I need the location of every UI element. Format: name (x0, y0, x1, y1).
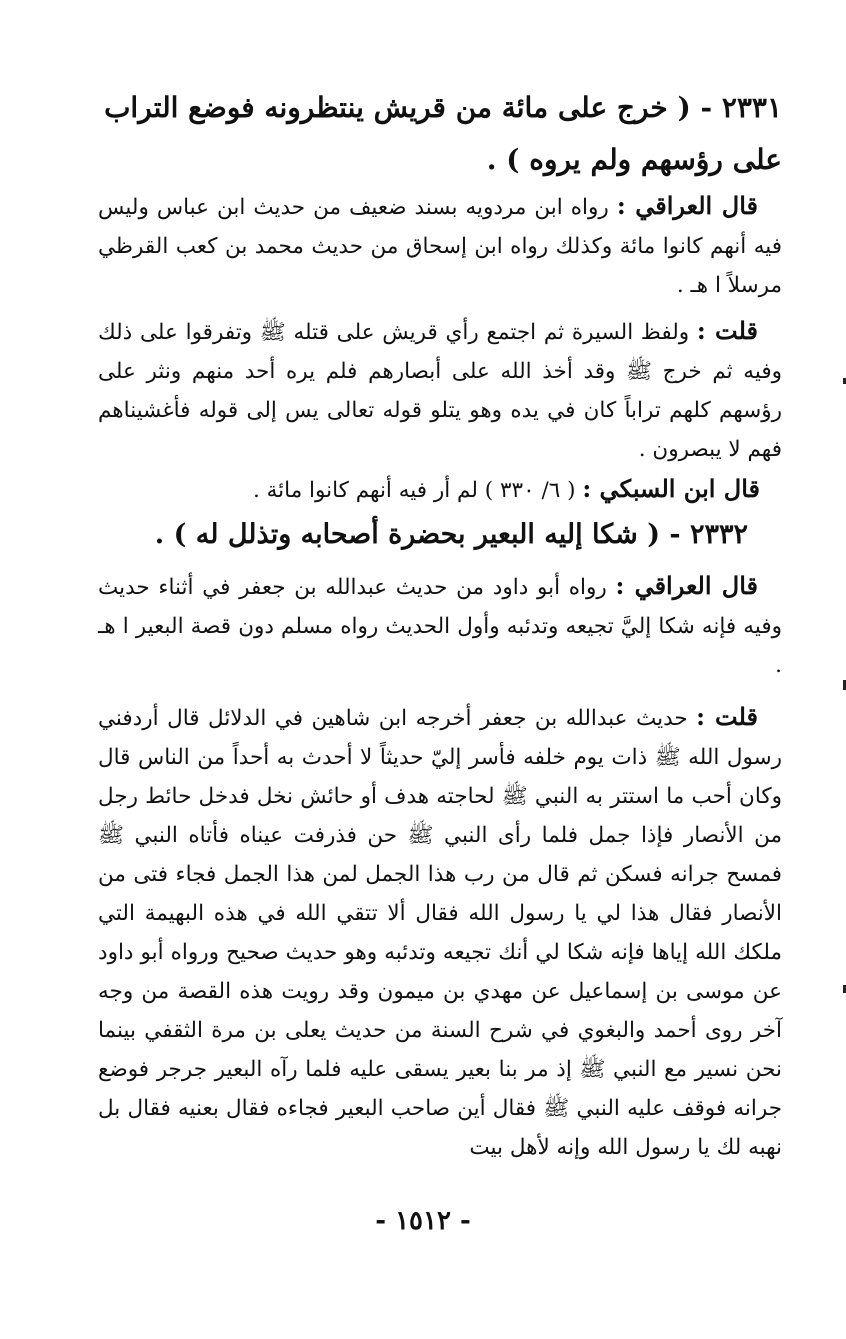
paragraph-text: حديث عبدالله بن جعفر أخرجه ابن شاهين في الدلائل قال أردفني رسول الله ﷺ ذات يوم خلفه فأسر إليّ حديثاً لا أحدث به أحداً من الناس قال وكان أحب ما استتر به النبي ﷺ لحاجته هدف أو حائش نخل فدخل حائط رجل من الأنصار فإذا جمل فلما رأى النبي ﷺ حن فذرفت عيناه فأتاه النبي ﷺ فمسح جرانه فسكن ثم قال من رب هذا الجمل لمن هذا الجمل فجاء فتى من الأنصار فقال هذا لي يا رسول الله فقال ألا تتقي الله في هذه البهيمة التي ملكك الله إياها فإنه شكا لي أنك تجيعه وتدئبه وهو حديث صحيح ورواه أبو داود عن موسى بن إسماعيل عن مهدي بن ميمون وقد رويت هذه القصة من وجه آخر روى أحمد والبغوي في شرح السنة من حديث يعلى بن مرة الثقفي بينما نحن نسير مع النبي ﷺ إذ مر بنا بعير يسقى عليه فلما رآه البعير جرجر فوضع جرانه فوقف عليه النبي ﷺ فقال أين صاحب البعير فجاءه فقال بعنيه فقال بل نهبه لك يا رسول الله وإنه لأهل بيت (98, 706, 782, 1160)
hadith-2332-iraqi-paragraph (98, 566, 782, 685)
hadith-2331-title-line-2: على رؤسهم ولم يروه ) . (486, 143, 782, 176)
speaker-label: قلت : (696, 316, 758, 345)
paragraph-text: ولفظ السيرة ثم اجتمع رأي قريش على قتله ﷺ وتفرقوا على ذلك وفيه ثم خرج ﷺ وقد أخذ الله على أبصارهم فلم يره أحد منهم ونثر على رؤسهم كلهم تراباً كان في يده وهو يتلو قوله تعالى يس إلى قوله فأغشيناهم فهم لا يبصرون . (98, 320, 782, 462)
paragraph-text: رواه ابن مردويه بسند ضعيف من حديث ابن عباس وليس فيه أنهم كانوا مائة وكذلك رواه ابن إسحاق من حديث محمد بن كعب القرظي مرسلاً ا هـ . (98, 195, 782, 298)
hadith-2331-sabki-paragraph (98, 469, 782, 510)
page-number: - ١٥١٢ - (375, 1206, 471, 1236)
hadith-2332-title: ٢٣٣٢ - ( شكا إليه البعير بحضرة أصحابه وتذلل له ) . (154, 519, 748, 550)
hadith-2332-qult-paragraph (98, 697, 782, 1167)
speaker-label: قال العراقي : (616, 191, 758, 220)
paragraph-text: رواه أبو داود من حديث عبدالله بن جعفر في أثناء حديث وفيه فإنه شكا إليَّ تجيعه وتدئبه وأول الحديث رواه مسلم دون قصة البعير ا هـ . (98, 575, 782, 678)
speaker-label: قال العراقي : (615, 571, 758, 600)
hadith-2331-iraqi-paragraph (98, 186, 782, 305)
hadith-2331-title-line-1: ٢٣٣١ - ( خرج على مائة من قريش ينتظرونه فوضع التراب (104, 91, 782, 124)
hadith-2331-qult-paragraph (98, 311, 782, 469)
speaker-label: قلت : (696, 702, 759, 731)
speaker-label: قال ابن السبكي : (582, 474, 760, 503)
page-body (98, 82, 782, 1167)
paragraph-text: ( ٦/ ٣٣٠ ) لم أر فيه أنهم كانوا مائة . (252, 478, 583, 503)
